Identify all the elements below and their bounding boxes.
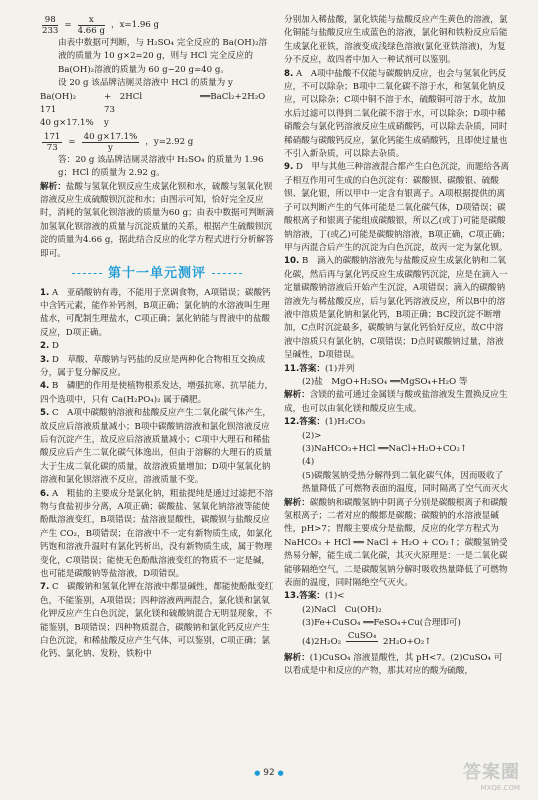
answer-line: (3)Fe+CuSO₄ ══FeSO₄+Cu(合理即可) xyxy=(302,618,461,629)
explanation: 解析：含镁的盐可通过金属镁与酸或盐溶液发生置换反应生成，也可以由氧化镁和酸反应生成。 xyxy=(284,390,508,414)
answer-item: 1. A 亚硝酸钠有毒，不能用于烹调食物，A项错误；碳酸钙中含钙元素，能作补钙剂，B项正确；氯化钠的水溶液叫生理盐水，可配制生理盐水，C项正确；氯化钠能与胃液中的盐酸反应，D项正确。 xyxy=(40,287,271,338)
chemical-equation: Ba(OH)₂ + 2HCl ══BaCl₂+2H₂O 171 73 40 g×17.1% y xyxy=(40,91,266,129)
explanation: 解析：碳酸钠和碳酸氢钠中阴离子分别是碳酸根离子和碳酸氢根离子；二者对应的酸都是碳酸；碳酸钠的水溶液显碱性，pH>7；胃酸主要成分是盐酸，反应的化学方程式为 NaHCO₃ + HCl ══ NaCl + H₂O + CO₂↑；碳酸氢钠受热易分解，能生成二氧化碳，其灭火原理是：一是二氧化碳能够隔绝空气，二是碳酸氢钠分解时吸收热量降低了可燃物表面的温度，同时隔绝空气灭火。 xyxy=(284,497,508,589)
paragraph: 由表中数据可判断，与 H₂SO₄ 完全反应的 Ba(OH)₂溶液的质量为 10 g×2=20 g，则与 HCl 完全反应的 Ba(OH)₂溶液的质量为 60 g−20 g=40 g。 xyxy=(58,38,268,75)
right-column xyxy=(284,14,510,679)
page-number: 92 xyxy=(263,768,275,778)
answer-line: (2)> xyxy=(302,430,322,441)
answer-item: 12.答案：(1)H₂CO₃ xyxy=(284,417,366,428)
answer-line: (5)碳酸氢钠受热分解得到二氧化碳气体，因而吸收了热量降低了可燃物表面的温度，同时隔离了空气而灭火 xyxy=(302,470,509,495)
left-column xyxy=(40,14,274,662)
answer-item: 9. D 甲与其他三种溶液混合都产生白色沉淀，而题给各离子相互作用可生成的白色沉淀有：碳酸钡、碳酸银、硫酸钡、氯化银，所以甲中一定含有银离子。A项根据提供的离子可以判断产生的气体可能是二氧化碳气体，D项错误；碳酸根离子和银离子能组成碳酸银，所以乙(或丁)可能是碳酸钠溶液，丁(或乙)可能是碳酸钠溶液，B项正确，C项正确；甲与丙混合后产生的沉淀为白色沉淀，故丙一定为氯化钡。 xyxy=(284,162,510,253)
answer-item: 6. A 粗盐的主要成分是氯化钠，粗盐提纯是通过过滤把不溶物与食盐初步分离，A项正确；碳酸盐、氢氧化钠溶液等能使酚酞溶液变红，B项错误；盐溶液显酸性，碳酸钡与盐酸反应产生 CO₂，B项错误；在溶液中不一定有新物质生成，如氯化钙饱和溶液升温时有氯化钙析出，没有新物质生成，属于物理变化，C项错误；能使无色酚酞溶液变红的物质不一定是碱，也可能是碳酸钠等盐溶液，D项错误。 xyxy=(40,488,274,580)
answer-item: 13.答案：(1)< xyxy=(284,591,345,602)
section-title: 第十一单元测评 xyxy=(40,267,274,280)
paragraph: 答：20 g 该品牌洁厕灵溶液中 H₂SO₄ 的质量为 1.96 g；HCl 的质量为 2.92 g。 xyxy=(58,154,264,179)
fraction: $\frac{40 g\times 17.1\%}{y}$ xyxy=(83,131,138,153)
watermark-logo: 答案圈 MXQE.COM xyxy=(463,762,520,792)
answer-item: 3. D 草酸、草酸钠与钙盐的反应是两种化合物相互交换成分，属于复分解反应。 xyxy=(40,354,266,378)
fraction-equation-1: $\frac{98}{233}$ = $\frac{x}{4.66 g}$ ，x=1.96 g xyxy=(42,15,159,36)
answer-item: 7. C 碳酸钠和氢氧化钾在溶液中都显碱性，都能使酚酞变红色，不能鉴别，A项错误；四种溶液两两混合，氯化镁和氯氧化钾反应产生白色沉淀，氯化镁和硫酸钠混合无明显现象，不能鉴别，B项错误；四种物质混合，碳酸钠和氯化钙反应产生白色沉淀，和稀盐酸反应产生气体，可以鉴别，C项正确；氯化钙、氯化钠、发粉，铁粉中 xyxy=(40,582,274,660)
answer-item: 2. D xyxy=(40,341,59,352)
paragraph: 设 20 g 该品牌洁厕灵溶液中 HCl 的质量为 y xyxy=(58,78,233,89)
paragraph: 分别加入稀盐酸，氯化铁能与盐酸反应产生黄色的溶液，氯化铜能与盐酸反应生成蓝色的溶液，氯化铜和铁粉反应后能生成氯化亚铁，溶液变成浅绿色溶液(氯化亚铁溶液)，为复分不反应，故四者中加入一种试剂可以鉴别。 xyxy=(284,15,508,66)
answer-line: (2)NaCl Cu(OH)₂ xyxy=(302,604,382,615)
catalyst-arrow: CuSO₄ xyxy=(347,630,377,641)
answer-item: 10. B 滴入的碳酸钠溶液先与盐酸反应生成氯化钠和二氧化碳，然后再与氯化钙反应生成碳酸钙沉淀，应是在滴入一定量碳酸钠溶液后开始产生沉淀，A项错误；滴入的碳酸钠溶液先与稀盐酸反应，后与氯化钙溶液反应，所以B中的溶液中溶质是氯化钠和氯化钙，B项正确；BC段沉淀不断增加，C点时沉淀最多，碳酸钠与氯化钙恰好反应，故C中溶液中溶质只有氯化钠，C项错误；D点时碳酸钠过量，溶液呈碱性，D项错误。 xyxy=(284,256,508,361)
answer-line: (3)NaHCO₃+HCl ══NaCl+H₂O+CO₂↑ xyxy=(302,444,468,454)
answer-line: (4) xyxy=(302,457,315,468)
page-footer: ● 92 ● xyxy=(254,768,284,778)
answer-item: 8. A A项中盐酸不仅能与碳酸钠反应，也会与氢氧化钙反应，不可以除杂；B项中二氧化碳不溶于水，和氢氧化钠反应，可以除杂；C项中铜不溶于水，硫酸铜可溶于水，故加水后过滤可以得到二氧化碳不溶于水，可以除杂；D项中稀硝酸会与氯化钙溶液反应生成硝酸钙，可以除去杂质，同时稀硝酸与碳酸钙反应，氯化钙能生成硝酸钙，且即使过量也不引入新杂质，可以除去杂质。 xyxy=(284,68,508,160)
answer-line: (2)盐 MgO+H₂SO₄ ══MgSO₄+H₂O 等 xyxy=(302,376,468,387)
answer-item: 5. C A项中碳酸钠溶液和盐酸反应产生二氧化碳气体产生，故反应后溶液质量减小；B项中碳酸钠溶液和氯化钡溶液反应后有沉淀产生，故反应后溶液质量减小；C项中大理石和稀盐酸反应后产生二氧化碳气体逸出，但由于溶解的大理石的质量大于生成二氧化碳的质量，故溶液质量增加；D项中氢氧化钠溶液和氯化钡溶液不反应，溶液质量不变。 xyxy=(40,408,273,486)
answer-item: 11.答案：(1)并列 xyxy=(284,363,355,374)
fraction: $\frac{171}{73}$ xyxy=(44,131,61,153)
explanation: 解析：(1)CuSO₄ 溶液显酸性，其 pH<7。(2)CuSO₄ 可以看成是中和反应的产物，那其对应的酸为硫酸， xyxy=(284,652,503,677)
explanation: 解析：盐酸与氢氧化钡反应生成氯化钡和水，硫酸与氢氧化钡溶液反应生成硫酸钡沉淀和水；由图示可知，恰好完全反应时，消耗的氢氧化钡溶液的质量为60 g；由表中数据可判断滴加氢氧化钡溶液的质量与沉淀质量的关系，根据产生硫酸钡沉淀的质量为4.66 g，据此结合反应的化学方程式进行分析解答即可。 xyxy=(40,181,275,259)
answer-item: 4. B 磷肥的作用是使植物根系发达，增强抗寒、抗旱能力，四个选项中，只有 Ca(H₂PO₄)₂ 属于磷肥。 xyxy=(40,381,274,405)
fraction: $\frac{x}{4.66 g}$ xyxy=(77,15,105,36)
answer-line: (4)2H₂O₂ CuSO₄ 2H₂O+O₂↑ xyxy=(284,631,510,652)
fraction-equation-2: $\frac{171}{73}$ = $\frac{40 g\times 17.1\%}{y}$ ，y=2.92 g xyxy=(44,131,194,153)
fraction: $\frac{98}{233}$ xyxy=(42,15,59,36)
